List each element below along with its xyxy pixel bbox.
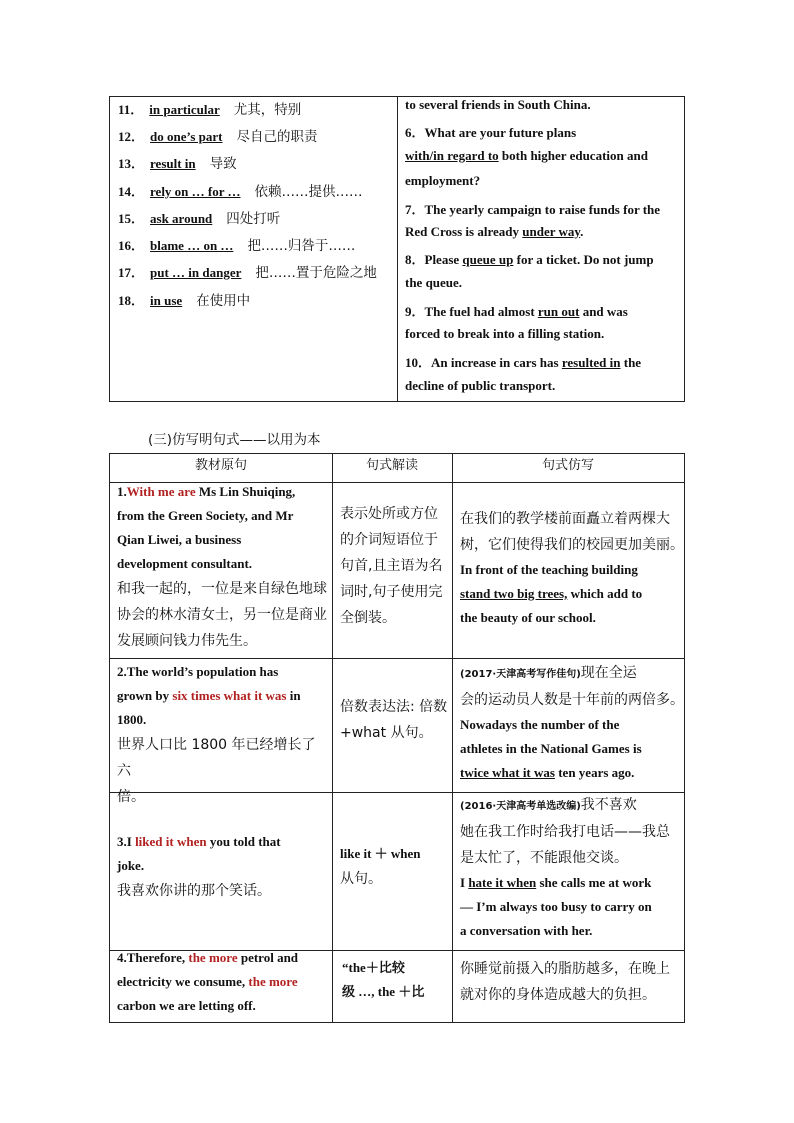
column-divider (332, 454, 333, 1022)
sentence-line: 7．The yearly campaign to raise funds for the (405, 202, 661, 217)
sentence-line: to several friends in South China. (405, 97, 591, 112)
imitation-2: (2017·天津高考写作佳句)现在全运 会的运动员人数是十年前的两倍多。 Nowadays the number of the athletes in the National Games is twice what it was ten years ago. (460, 665, 684, 780)
analysis-4: “the＋比较 级 …, the ＋比 (342, 960, 425, 999)
phrase-item: 11． in particular 尤其，特别 (118, 102, 302, 118)
phrase-item: 15． ask around 四处打听 (118, 211, 281, 227)
sentence-line: 9．The fuel had almost run out and was (405, 304, 628, 319)
sentence-line: 8．Please queue up for a ticket. Do not jump (405, 252, 654, 267)
sentence-line: with/in regard to both higher education and (405, 148, 648, 163)
phrase-item: 14． rely on … for … 依赖……提供…… (118, 184, 363, 200)
sentence-line: Red Cross is already under way. (405, 224, 584, 239)
phrase-item: 18． in use 在使用中 (118, 293, 251, 309)
phrase-item: 16． blame … on … 把……归咎于…… (118, 238, 356, 254)
header-imitation: 句式仿写 (541, 458, 594, 473)
header-analysis: 句式解读 (365, 458, 418, 473)
phrase-table (109, 96, 685, 402)
imitation-1: 在我们的教学楼前面矗立着两棵大 树，它们使得我们的校园更加美丽。 In front of the teaching building stand two big trees, which add to the beauty of our school. (460, 511, 684, 625)
imitation-4: 你睡觉前摄入的脂肪越多，在晚上 就对你的身体造成越大的负担。 (460, 961, 670, 1003)
column-divider (452, 454, 453, 1022)
sentence-line: 6．What are your future plans (405, 125, 577, 140)
sentence-line: forced to break into a filling station. (405, 326, 605, 341)
original-sentence-2: 2.The world’s population has grown by six times what it was in 1800. 世界人口比 1800 年已经增长了六 倍。 (117, 664, 316, 805)
imitation-3: (2016·天津高考单选改编)我不喜欢 她在我工作时给我打电话——我总 是太忙了，不能跟他交谈。 I hate it when she calls me at work — I’m always too busy to carry on a conversation with her. (460, 797, 670, 938)
sentence-pattern-table (109, 453, 685, 1023)
original-sentence-1: 1.With me are Ms Lin Shuiqing, from the Green Society, and Mr Qian Liwei, a business development consultant. 和我一起的，一位是来自绿色地球 协会的林水清女士，另一位是商业 发展顾问钱力伟先生。 (117, 484, 327, 649)
section-heading: (三)仿写明句式——以用为本 (148, 432, 321, 448)
phrase-item: 17． put … in danger 把……置于危险之地 (118, 265, 377, 281)
row-divider (110, 658, 684, 659)
sentence-line: 10．An increase in cars has resulted in the (405, 355, 642, 370)
analysis-2: 倍数表达法: 倍数 +what 从句。 (340, 699, 448, 741)
sentence-line: employment? (405, 173, 481, 188)
original-sentence-4: 4.Therefore, the more petrol and electricity we consume, the more carbon we are letting off. (117, 950, 299, 1013)
sentence-line: the queue. (405, 275, 463, 290)
original-sentence-3: 3.I liked it when you told that joke. 我喜欢你讲的那个笑话。 (117, 834, 281, 899)
phrase-item: 12． do one’s part 尽自己的职责 (118, 129, 318, 145)
analysis-1: 表示处所或方位 的介词短语位于 句首,且主语为名 词时,句子使用完 全倒装。 (340, 506, 443, 626)
header-original: 教材原句 (194, 458, 247, 473)
sentence-line: decline of public transport. (405, 378, 556, 393)
phrase-item: 13． result in 导致 (118, 156, 237, 172)
analysis-3: like it ＋ when 从句。 (340, 846, 421, 887)
column-divider (397, 97, 398, 401)
